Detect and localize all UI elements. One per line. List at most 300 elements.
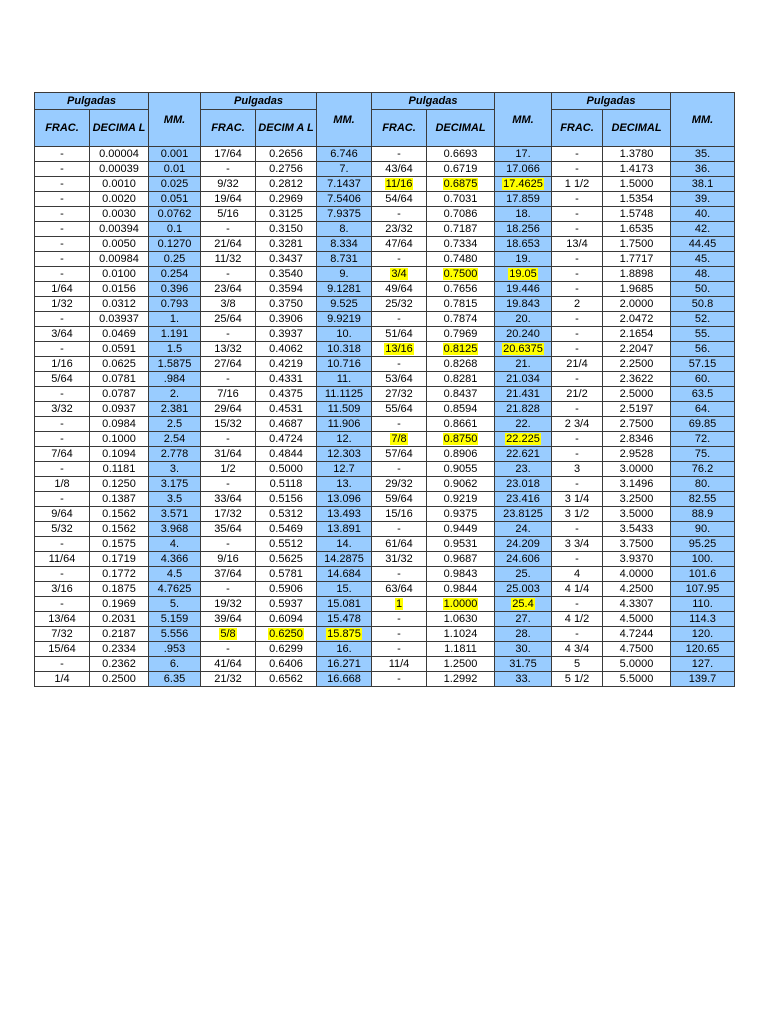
- frac-cell: -: [372, 147, 427, 162]
- decimal-cell: 0.9843: [427, 567, 495, 582]
- mm-cell: 0.396: [149, 282, 201, 297]
- frac-cell: [372, 432, 427, 447]
- mm-cell: 48.: [671, 267, 735, 282]
- decimal-cell: 1.3780: [603, 147, 671, 162]
- mm-cell: 7.9375: [317, 207, 372, 222]
- mm-cell: 21.828: [495, 402, 552, 417]
- decimal-cell: 0.5937: [256, 597, 317, 612]
- table-row: [35, 507, 735, 522]
- mm-cell: 64.: [671, 402, 735, 417]
- mm-header: MM.: [495, 93, 552, 147]
- highlighted-value: 20.6375: [503, 343, 543, 355]
- table-row: [35, 192, 735, 207]
- frac-cell: 7/64: [35, 447, 90, 462]
- mm-cell: 2.: [149, 387, 201, 402]
- frac-cell: -: [35, 597, 90, 612]
- frac-cell: 9/32: [201, 177, 256, 192]
- decimal-cell: 0.5469: [256, 522, 317, 537]
- decimal-cell: 0.8281: [427, 372, 495, 387]
- mm-cell: 72.: [671, 432, 735, 447]
- decimal-cell: 1.7717: [603, 252, 671, 267]
- decimal-cell: 4.3307: [603, 597, 671, 612]
- decimal-cell: 0.3540: [256, 267, 317, 282]
- mm-cell: 1.5875: [149, 357, 201, 372]
- mm-cell: 3.968: [149, 522, 201, 537]
- table-row: [35, 282, 735, 297]
- decimal-cell: 0.8268: [427, 357, 495, 372]
- frac-cell: [201, 627, 256, 642]
- table-row: [35, 612, 735, 627]
- mm-cell: 12.303: [317, 447, 372, 462]
- mm-cell: 3.175: [149, 477, 201, 492]
- mm-cell: 50.: [671, 282, 735, 297]
- frac-cell: 3/64: [35, 327, 90, 342]
- frac-cell: -: [35, 177, 90, 192]
- decimal-cell: 0.00984: [90, 252, 149, 267]
- mm-cell: [317, 627, 372, 642]
- mm-cell: 60.: [671, 372, 735, 387]
- mm-cell: 6.: [149, 657, 201, 672]
- decimal-cell: 0.9375: [427, 507, 495, 522]
- frac-cell: [372, 177, 427, 192]
- highlighted-value: 11/16: [385, 178, 413, 190]
- frac-cell: -: [552, 252, 603, 267]
- frac-cell: -: [35, 657, 90, 672]
- frac-cell: 19/32: [201, 597, 256, 612]
- decimal-cell: 0.4331: [256, 372, 317, 387]
- mm-cell: 107.95: [671, 582, 735, 597]
- mm-cell: 31.75: [495, 657, 552, 672]
- table-row: [35, 237, 735, 252]
- mm-cell: 80.: [671, 477, 735, 492]
- frac-cell: 13/32: [201, 342, 256, 357]
- table-row: [35, 627, 735, 642]
- decimal-cell: 0.3150: [256, 222, 317, 237]
- highlighted-value: 5/8: [220, 628, 236, 640]
- mm-cell: 3.: [149, 462, 201, 477]
- mm-cell: 36.: [671, 162, 735, 177]
- mm-cell: 5.: [149, 597, 201, 612]
- decimal-cell: 0.4844: [256, 447, 317, 462]
- mm-cell: 24.606: [495, 552, 552, 567]
- frac-cell: -: [552, 162, 603, 177]
- highlighted-value: 19.05: [509, 268, 537, 280]
- table-row: [35, 537, 735, 552]
- mm-cell: 110.: [671, 597, 735, 612]
- mm-cell: [495, 177, 552, 192]
- frac-cell: 13/64: [35, 612, 90, 627]
- frac-cell: -: [35, 492, 90, 507]
- decimal-cell: 0.2812: [256, 177, 317, 192]
- mm-cell: 20.240: [495, 327, 552, 342]
- mm-cell: [495, 267, 552, 282]
- frac-cell: 3: [552, 462, 603, 477]
- frac-cell: 7/32: [35, 627, 90, 642]
- mm-cell: 23.416: [495, 492, 552, 507]
- decimal-cell: 1.1024: [427, 627, 495, 642]
- table-row: [35, 162, 735, 177]
- conversion-table-sheet: [34, 92, 735, 687]
- mm-cell: 16.271: [317, 657, 372, 672]
- decimal-cell: 0.9844: [427, 582, 495, 597]
- decimal-cell: 2.5197: [603, 402, 671, 417]
- decimal-cell: 0.7815: [427, 297, 495, 312]
- table-row: [35, 477, 735, 492]
- mm-cell: 120.65: [671, 642, 735, 657]
- frac-cell: 5/32: [35, 522, 90, 537]
- mm-cell: 14.684: [317, 567, 372, 582]
- decimal-cell: 0.1575: [90, 537, 149, 552]
- mm-cell: 2.778: [149, 447, 201, 462]
- frac-cell: 54/64: [372, 192, 427, 207]
- frac-cell: -: [35, 567, 90, 582]
- frac-cell: -: [372, 642, 427, 657]
- mm-cell: 2.381: [149, 402, 201, 417]
- mm-cell: 19.: [495, 252, 552, 267]
- mm-cell: 28.: [495, 627, 552, 642]
- decimal-cell: 0.6299: [256, 642, 317, 657]
- mm-cell: 100.: [671, 552, 735, 567]
- frac-cell: 4 1/4: [552, 582, 603, 597]
- mm-cell: 88.9: [671, 507, 735, 522]
- highlighted-value: 0.6250: [269, 628, 303, 640]
- frac-cell: -: [552, 222, 603, 237]
- table-row: [35, 642, 735, 657]
- mm-cell: [495, 597, 552, 612]
- mm-cell: 90.: [671, 522, 735, 537]
- mm-header: MM.: [317, 93, 372, 147]
- frac-cell: -: [552, 312, 603, 327]
- decimal-cell: 0.0030: [90, 207, 149, 222]
- decimal-cell: 0.00004: [90, 147, 149, 162]
- frac-header: FRAC.: [372, 110, 427, 147]
- frac-cell: 23/32: [372, 222, 427, 237]
- decimal-cell: 0.7031: [427, 192, 495, 207]
- decimal-cell: 0.9062: [427, 477, 495, 492]
- decimal-cell: 2.7500: [603, 417, 671, 432]
- decimal-cell: 0.3437: [256, 252, 317, 267]
- decimal-cell: [427, 432, 495, 447]
- frac-cell: 9/64: [35, 507, 90, 522]
- frac-cell: 41/64: [201, 657, 256, 672]
- decimal-cell: 1.6535: [603, 222, 671, 237]
- frac-cell: 5/16: [201, 207, 256, 222]
- decimal-cell: 0.6562: [256, 672, 317, 687]
- decimal-cell: 0.8906: [427, 447, 495, 462]
- decimal-cell: 2.0472: [603, 312, 671, 327]
- highlighted-value: 0.8750: [443, 433, 478, 445]
- frac-cell: 5: [552, 657, 603, 672]
- frac-cell: -: [372, 612, 427, 627]
- decimal-cell: 0.7874: [427, 312, 495, 327]
- decimal-cell: 0.1719: [90, 552, 149, 567]
- table-body: [35, 147, 735, 687]
- frac-cell: -: [35, 312, 90, 327]
- frac-cell: 5 1/2: [552, 672, 603, 687]
- frac-cell: -: [372, 522, 427, 537]
- decimal-header: DECIMA L: [90, 110, 149, 147]
- frac-cell: -: [35, 342, 90, 357]
- frac-header: FRAC.: [35, 110, 90, 147]
- decimal-cell: 0.1772: [90, 567, 149, 582]
- frac-cell: 3/16: [35, 582, 90, 597]
- mm-cell: 17.: [495, 147, 552, 162]
- frac-cell: 21/64: [201, 237, 256, 252]
- frac-cell: 37/64: [201, 567, 256, 582]
- frac-cell: -: [35, 387, 90, 402]
- frac-cell: -: [35, 192, 90, 207]
- mm-cell: 69.85: [671, 417, 735, 432]
- decimal-cell: 4.0000: [603, 567, 671, 582]
- decimal-cell: 0.5781: [256, 567, 317, 582]
- decimal-cell: 0.1000: [90, 432, 149, 447]
- decimal-cell: 0.7187: [427, 222, 495, 237]
- table-row: [35, 177, 735, 192]
- table-row: [35, 432, 735, 447]
- group-header-pulgadas: Pulgadas: [552, 93, 671, 110]
- frac-cell: 1/64: [35, 282, 90, 297]
- mm-cell: 15.478: [317, 612, 372, 627]
- frac-cell: -: [35, 537, 90, 552]
- frac-cell: -: [552, 327, 603, 342]
- decimal-header: DECIMAL: [603, 110, 671, 147]
- decimal-cell: 0.3125: [256, 207, 317, 222]
- decimal-cell: 0.9055: [427, 462, 495, 477]
- decimal-cell: 0.1562: [90, 522, 149, 537]
- table-row: [35, 582, 735, 597]
- mm-cell: 9.1281: [317, 282, 372, 297]
- mm-cell: 139.7: [671, 672, 735, 687]
- frac-cell: -: [35, 462, 90, 477]
- decimal-cell: 3.9370: [603, 552, 671, 567]
- mm-cell: 16.668: [317, 672, 372, 687]
- highlighted-value: 1.0000: [443, 598, 478, 610]
- mm-cell: [495, 342, 552, 357]
- frac-cell: 15/64: [35, 642, 90, 657]
- frac-cell: -: [372, 252, 427, 267]
- frac-cell: -: [372, 207, 427, 222]
- mm-cell: 0.051: [149, 192, 201, 207]
- decimal-cell: 0.3906: [256, 312, 317, 327]
- frac-cell: 11/64: [35, 552, 90, 567]
- mm-cell: 0.01: [149, 162, 201, 177]
- frac-cell: 63/64: [372, 582, 427, 597]
- decimal-cell: 0.03937: [90, 312, 149, 327]
- frac-cell: 23/64: [201, 282, 256, 297]
- mm-cell: 4.7625: [149, 582, 201, 597]
- decimal-cell: 0.3937: [256, 327, 317, 342]
- frac-cell: -: [201, 327, 256, 342]
- decimal-cell: 0.6094: [256, 612, 317, 627]
- decimal-cell: 0.4724: [256, 432, 317, 447]
- frac-cell: 2: [552, 297, 603, 312]
- decimal-cell: 0.9531: [427, 537, 495, 552]
- frac-cell: -: [552, 192, 603, 207]
- mm-cell: 4.5: [149, 567, 201, 582]
- table-row: [35, 462, 735, 477]
- frac-cell: 9/16: [201, 552, 256, 567]
- table-row: [35, 447, 735, 462]
- mm-cell: 45.: [671, 252, 735, 267]
- mm-cell: 82.55: [671, 492, 735, 507]
- mm-cell: 75.: [671, 447, 735, 462]
- mm-header: MM.: [671, 93, 735, 147]
- decimal-cell: 0.8437: [427, 387, 495, 402]
- mm-cell: 13.891: [317, 522, 372, 537]
- frac-cell: 49/64: [372, 282, 427, 297]
- frac-cell: 2 3/4: [552, 417, 603, 432]
- decimal-cell: 1.2500: [427, 657, 495, 672]
- mm-cell: 12.: [317, 432, 372, 447]
- mm-cell: 50.8: [671, 297, 735, 312]
- mm-cell: 16.: [317, 642, 372, 657]
- frac-cell: -: [552, 342, 603, 357]
- frac-cell: 43/64: [372, 162, 427, 177]
- decimal-cell: 2.9528: [603, 447, 671, 462]
- table-row: [35, 327, 735, 342]
- decimal-cell: 0.00394: [90, 222, 149, 237]
- mm-cell: 0.793: [149, 297, 201, 312]
- table-row: [35, 342, 735, 357]
- decimal-cell: 0.0781: [90, 372, 149, 387]
- decimal-cell: 0.4531: [256, 402, 317, 417]
- mm-cell: 56.: [671, 342, 735, 357]
- frac-cell: 3/8: [201, 297, 256, 312]
- mm-cell: 0.0762: [149, 207, 201, 222]
- header-row-2: [35, 110, 735, 147]
- frac-cell: 53/64: [372, 372, 427, 387]
- frac-cell: -: [552, 432, 603, 447]
- frac-cell: -: [201, 582, 256, 597]
- decimal-cell: 0.0469: [90, 327, 149, 342]
- decimal-cell: 2.2047: [603, 342, 671, 357]
- frac-cell: -: [35, 252, 90, 267]
- mm-cell: 18.: [495, 207, 552, 222]
- frac-cell: [372, 267, 427, 282]
- frac-cell: -: [552, 282, 603, 297]
- table-row: [35, 492, 735, 507]
- decimal-cell: 0.2656: [256, 147, 317, 162]
- table-row: [35, 552, 735, 567]
- highlighted-value: 1: [395, 598, 403, 610]
- decimal-cell: [256, 627, 317, 642]
- mm-cell: 11.: [317, 372, 372, 387]
- decimal-cell: 0.4062: [256, 342, 317, 357]
- table-row: [35, 357, 735, 372]
- mm-cell: 17.859: [495, 192, 552, 207]
- frac-cell: -: [552, 477, 603, 492]
- frac-cell: -: [201, 222, 256, 237]
- frac-cell: -: [35, 207, 90, 222]
- decimal-cell: 3.2500: [603, 492, 671, 507]
- mm-cell: 13.096: [317, 492, 372, 507]
- mm-cell: 18.653: [495, 237, 552, 252]
- decimal-cell: 0.5156: [256, 492, 317, 507]
- mm-cell: 8.731: [317, 252, 372, 267]
- frac-cell: 3/32: [35, 402, 90, 417]
- mm-cell: 95.25: [671, 537, 735, 552]
- table-row: [35, 372, 735, 387]
- mm-cell: 4.: [149, 537, 201, 552]
- table-row: [35, 252, 735, 267]
- decimal-cell: 0.6719: [427, 162, 495, 177]
- frac-cell: 1/8: [35, 477, 90, 492]
- decimal-cell: 1.8898: [603, 267, 671, 282]
- frac-cell: 1 1/2: [552, 177, 603, 192]
- decimal-cell: 0.00039: [90, 162, 149, 177]
- mm-cell: 7.: [317, 162, 372, 177]
- table-row: [35, 207, 735, 222]
- frac-cell: 3 3/4: [552, 537, 603, 552]
- highlighted-value: 0.8125: [443, 343, 478, 355]
- highlighted-value: 17.4625: [503, 178, 543, 190]
- decimal-cell: 0.5512: [256, 537, 317, 552]
- mm-cell: 40.: [671, 207, 735, 222]
- mm-cell: 22.: [495, 417, 552, 432]
- frac-cell: 7/16: [201, 387, 256, 402]
- frac-cell: 11/4: [372, 657, 427, 672]
- mm-cell: 11.1125: [317, 387, 372, 402]
- mm-cell: 21.: [495, 357, 552, 372]
- table-row: [35, 312, 735, 327]
- mm-cell: 23.8125: [495, 507, 552, 522]
- frac-cell: -: [35, 222, 90, 237]
- decimal-cell: 0.6693: [427, 147, 495, 162]
- frac-cell: 61/64: [372, 537, 427, 552]
- decimal-cell: 0.1562: [90, 507, 149, 522]
- decimal-cell: 2.5000: [603, 387, 671, 402]
- table-row: [35, 417, 735, 432]
- mm-cell: 13.: [317, 477, 372, 492]
- mm-cell: 18.256: [495, 222, 552, 237]
- frac-cell: -: [552, 402, 603, 417]
- mm-cell: 76.2: [671, 462, 735, 477]
- frac-cell: -: [201, 642, 256, 657]
- frac-cell: [372, 342, 427, 357]
- decimal-cell: 0.0591: [90, 342, 149, 357]
- decimal-cell: 0.5625: [256, 552, 317, 567]
- decimal-cell: 1.9685: [603, 282, 671, 297]
- decimal-cell: 5.0000: [603, 657, 671, 672]
- decimal-cell: 0.0787: [90, 387, 149, 402]
- decimal-cell: 0.1250: [90, 477, 149, 492]
- decimal-cell: 0.4219: [256, 357, 317, 372]
- decimal-cell: [427, 597, 495, 612]
- frac-cell: 15/16: [372, 507, 427, 522]
- frac-cell: 59/64: [372, 492, 427, 507]
- mm-cell: 22.621: [495, 447, 552, 462]
- mm-cell: 6.35: [149, 672, 201, 687]
- mm-cell: 9.: [317, 267, 372, 282]
- table-row: [35, 522, 735, 537]
- mm-cell: 21.431: [495, 387, 552, 402]
- mm-cell: 0.001: [149, 147, 201, 162]
- mm-cell: 24.209: [495, 537, 552, 552]
- frac-cell: -: [372, 672, 427, 687]
- decimal-header: DECIMAL: [427, 110, 495, 147]
- frac-cell: -: [201, 267, 256, 282]
- decimal-cell: 1.5354: [603, 192, 671, 207]
- frac-cell: -: [201, 372, 256, 387]
- decimal-cell: 0.2362: [90, 657, 149, 672]
- decimal-cell: 0.7656: [427, 282, 495, 297]
- decimal-cell: 2.0000: [603, 297, 671, 312]
- frac-cell: -: [372, 357, 427, 372]
- decimal-cell: 0.2756: [256, 162, 317, 177]
- mm-cell: .984: [149, 372, 201, 387]
- mm-cell: 20.: [495, 312, 552, 327]
- frac-cell: -: [372, 417, 427, 432]
